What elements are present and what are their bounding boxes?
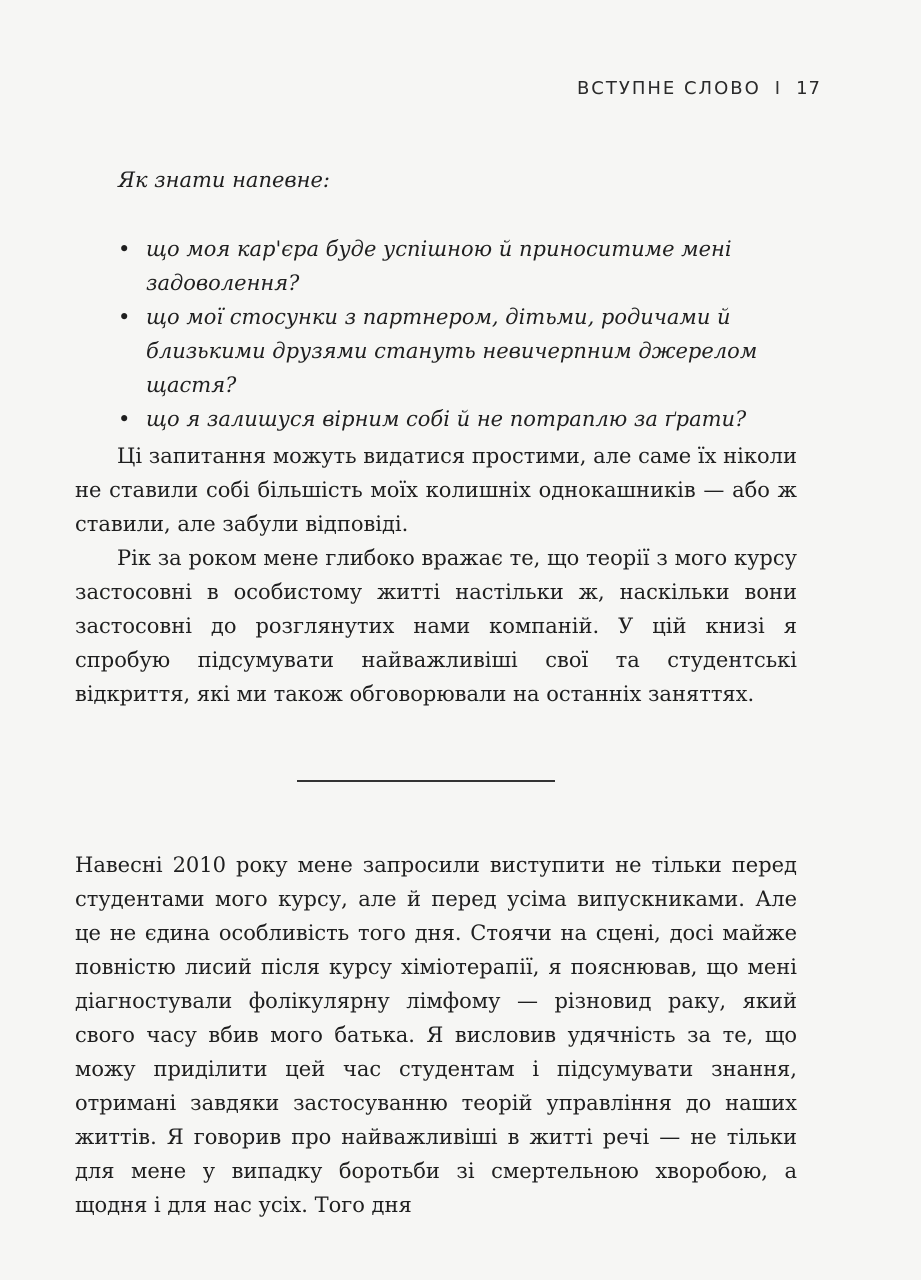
- paragraph-spring-2010: Навесні 2010 року мене запросили виступити не тільки перед студентами мого курсу, але й перед усіма випускниками. Але це не єдина особливість того дня. Стоячи на сцені, досі майже повністю лисий після курсу хіміотерапії, я пояснював, що мені діагностували фолікулярну лімфому — різновид раку, який свого часу вбив мого батька. Я висловив удячність за те, що можу приділити цей час студентам і підсумувати знання, отримані завдяки застосуванню теорій управління до наших життів. Я говорив про найважливіші в житті речі — не тільки для мене у випадку боротьби зі смертельною хворобою, а щодня і для нас усіх. Того дня: [75, 853, 797, 1217]
- bullet-icon: •: [118, 407, 131, 431]
- list-item-text: що моя кар'єра буде успішною й приноситиме мені задоволення?: [146, 237, 732, 295]
- paragraph-questions: Ці запитання можуть видатися простими, але саме їх ніколи не ставили собі більшість моїх колишніх однокашників — або ж ставили, але забули відповіді.: [75, 444, 797, 536]
- bullet-icon: •: [118, 305, 131, 329]
- list-item: [118, 402, 798, 436]
- section-title: ВСТУПНЕ СЛОВО: [576, 78, 761, 99]
- intro-line: Як знати напевне:: [118, 168, 330, 192]
- list-item: [118, 232, 798, 300]
- list-item-text: що мої стосунки з партнером, дітьми, родичами й близькими друзями стануть невичерпним джерелом щастя?: [146, 305, 758, 397]
- list-item-text: що я залишуся вірним собі й не потраплю за ґрати?: [146, 407, 747, 431]
- paragraph-theories: Рік за роком мене глибоко вражає те, що теорії з мого курсу застосовні в особистому житті настільки ж, наскільки вони застосовні до розглянутих нами компаній. У цій книзі я спробую підсумувати найважливіші свої та студентські відкриття, які ми також обговорювали на останніх заняттях.: [75, 546, 797, 706]
- page-number: 17: [796, 78, 821, 99]
- question-list: [118, 232, 798, 436]
- section-divider: [297, 780, 555, 782]
- header-separator: I: [774, 78, 783, 99]
- list-item: [118, 300, 798, 402]
- bullet-icon: •: [118, 237, 131, 261]
- running-head: [577, 78, 821, 99]
